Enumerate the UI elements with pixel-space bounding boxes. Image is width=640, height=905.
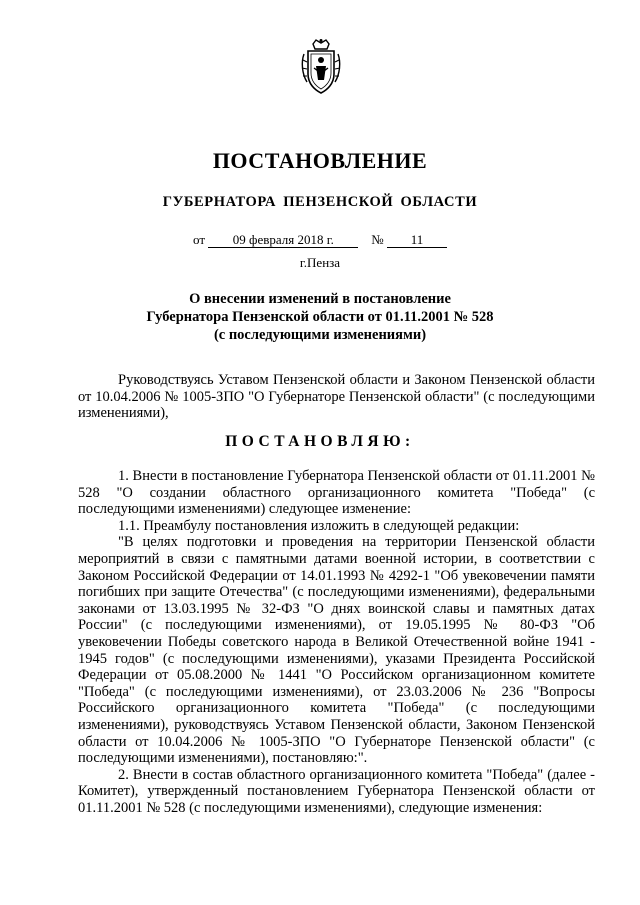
coat-of-arms-icon — [299, 38, 343, 96]
decree-items — [78, 468, 595, 816]
paragraph: 2. Внести в состав областного организационного комитета "Победа" (далее - Комитет), утвержденный постановлением Губернатора Пензенской области от 01.11.2001 № 528 (с последующими изменениями), следующие изменения: — [78, 766, 595, 816]
intro-block — [78, 372, 595, 422]
document-subtitle: ГУБЕРНАТОРА ПЕНЗЕНСКОЙ ОБЛАСТИ — [162, 194, 478, 210]
document-date: 09 февраля 2018 г. — [208, 233, 358, 248]
intro-paragraph: Руководствуясь Уставом Пензенской области и Законом Пензенской области от 10.04.2006 № 1005-ЗПО "О Губернаторе Пензенской области" (с последующими изменениями), — [78, 372, 595, 422]
paragraph: 1. Внести в постановление Губернатора Пензенской области от 01.11.2001 № 528 "О создании областного организационного комитета "Победа" (с последующими изменениями) следующее изменение: — [78, 468, 595, 518]
document-title: ПОСТАНОВЛЕНИЕ — [212, 148, 428, 173]
document-number: 11 — [387, 233, 447, 248]
paragraph: "В целях подготовки и проведения на территории Пензенской области мероприятий в связи с памятными датами военной истории, в соответствии с Законом Российской Федерации от 14.01.1993 № 4292-1 "Об увековечении памяти погибших при защите Отечества" (с последующими изменениями), федеральными законами от 13.03.1995 № 32-ФЗ "О днях воинской славы и памятных датах России" (с последующими изменениями), от 19.05.1995 № 80-ФЗ "Об увековечении Победы советского народа в Великой Отечественной войне 1941 - 1945 годов" (с последующими изменениями), указами Президента Российской Федерации от 05.08.2000 № 1441 "О Российском организационном комитете "Победа" (с последующими изменениями), от 23.03.2006 № 236 "Вопросы Российского организационного комитета "Победа" (с последующими изменениями), руководствуясь Уставом Пензенской области, Законом Пензенской области от 10.04.2006 № 1005-ЗПО "О Губернаторе Пензенской области" (с последующими изменениями), постановляю:". — [78, 534, 595, 767]
heading-line: (с последующими изменениями) — [213, 327, 427, 343]
date-number-line — [0, 232, 640, 248]
document-heading — [0, 290, 640, 344]
heading-line: Губернатора Пензенской области от 01.11.2001 № 528 — [146, 309, 494, 325]
date-prefix: от — [193, 232, 206, 247]
paragraph: 1.1. Преамбулу постановления изложить в следующей редакции: — [118, 517, 520, 534]
number-prefix: № — [371, 232, 384, 247]
document-city: г.Пенза — [299, 255, 341, 270]
decree-word: ПОСТАНОВЛЯЮ: — [225, 433, 415, 450]
heading-line: О внесении изменений в постановление — [189, 291, 451, 307]
